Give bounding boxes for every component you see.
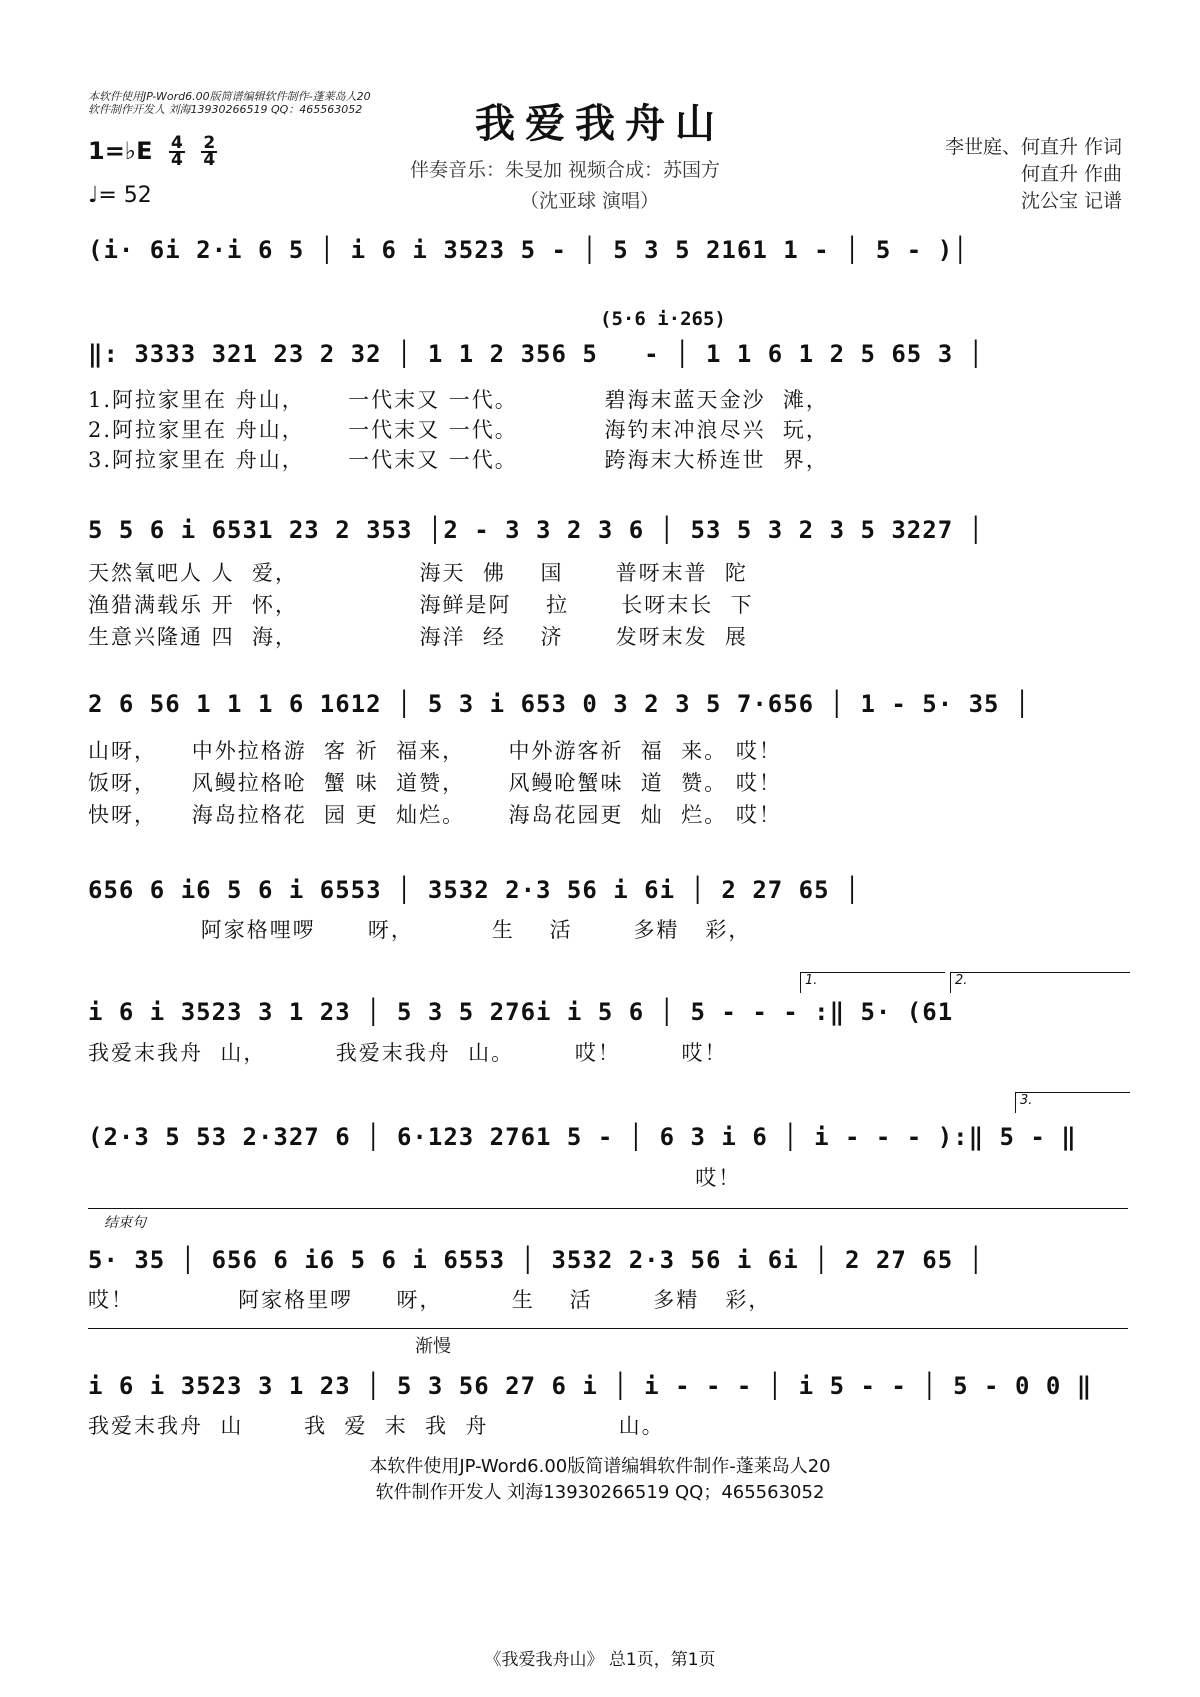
composer: 何直升 作曲 bbox=[1020, 163, 1122, 185]
notation-row-3: 5 5 6 i 6531 23 2 353 │2 - 3 3 2 3 6 │ 53 5 3 2 3 5 3227 │ bbox=[88, 516, 985, 544]
lyric-row-2-verse-1: 1.阿拉家里在 舟山， 一代末又 一代。 碧海末蓝天金沙 滩， bbox=[88, 388, 829, 412]
coda-label: 结束句 bbox=[104, 1215, 146, 1231]
lyric-row-8: 哎！ 阿家格里啰 呀， 生 活 多精 彩， bbox=[88, 1288, 772, 1312]
time-sig-2-num: 2 bbox=[203, 133, 216, 153]
credits-block bbox=[945, 134, 1122, 215]
lyric-row-7: 哎！ bbox=[88, 1166, 742, 1190]
lyric-row-2-verse-3: 3.阿拉家里在 舟山， 一代末又 一代。 跨海末大桥连世 界， bbox=[88, 448, 829, 472]
key-label: 1=♭E bbox=[88, 137, 153, 165]
tempo-mark: ♩= 52 bbox=[88, 183, 152, 208]
footer-line-1: 本软件使用JP-Word6.00版简谱编辑软件制作-蓬莱岛人20 bbox=[369, 1456, 831, 1477]
notation-row-1: (i· 6i 2·i 6 5 │ i 6 i 3523 5 - │ 5 3 5 2161 1 - │ 5 - )│ bbox=[88, 236, 969, 264]
notation-row-8: 5· 35 │ 656 6 i6 5 6 i 6553 │ 3532 2·3 56 i 6i │ 2 27 65 │ bbox=[88, 1246, 985, 1274]
ritardando-mark: 渐慢 bbox=[415, 1336, 451, 1357]
notation-row-7: (2·3 5 53 2·327 6 │ 6·123 2761 5 - │ 6 3 i 6 │ i - - - ):‖ 5 - ‖ bbox=[88, 1123, 1077, 1151]
lyric-row-4-verse-2: 饭呀， 风鳗拉格呛 蟹 味 道赞， 风鳗呛蟹味 道 赞。 哎！ bbox=[88, 771, 782, 795]
coda-line bbox=[88, 1208, 1128, 1209]
lyric-row-4-verse-3: 快呀， 海岛拉格花 园 更 灿烂。 海岛花园更 灿 烂。 哎！ bbox=[88, 803, 782, 827]
coda-line-2 bbox=[88, 1328, 1128, 1329]
song-title: 我爱我舟山 bbox=[475, 101, 725, 147]
time-signature-2 bbox=[201, 133, 217, 170]
time-sig-2-den: 4 bbox=[203, 150, 216, 170]
notation-row-4: 2 6 56 1 1 1 6 1612 │ 5 3 i 653 0 3 2 3 5 7·656 │ 1 - 5· 35 │ bbox=[88, 690, 1031, 718]
watermark-line-2: 软件制作开发人 刘海13930266519 QQ：465563052 bbox=[88, 103, 363, 116]
time-signature-1 bbox=[169, 133, 185, 170]
lyric-row-6: 我爱末我舟 山， 我爱末我舟 山。 哎！ 哎！ bbox=[88, 1041, 728, 1065]
notation-row-5: 656 6 i6 5 6 i 6553 │ 3532 2·3 56 i 6i │ 2 27 65 │ bbox=[88, 876, 861, 904]
ending-2-bracket: 2. bbox=[950, 972, 1130, 993]
page-footer: 《我爱我舟山》 总1页，第1页 bbox=[484, 1650, 716, 1670]
time-sig-1-den: 4 bbox=[170, 150, 183, 170]
singer-credit: （沈亚球 演唱） bbox=[520, 190, 660, 212]
notation-row-2: ‖: 3333 321 23 2 32 │ 1 1 2 356 5 - │ 1 1 6 1 2 5 65 3 │ bbox=[88, 340, 985, 368]
lyric-row-5: 阿家格哩啰 呀， 生 活 多精 彩， bbox=[88, 918, 752, 942]
bracket-notes: (5·6 i·265) bbox=[600, 308, 726, 330]
lyric-row-3-verse-1: 天然氧吧人 人 爱， 海天 佛 国 普呀末普 陀 bbox=[88, 561, 748, 585]
footer-line-2: 软件制作开发人 刘海13930266519 QQ；465563052 bbox=[375, 1482, 825, 1503]
notation-row-6: i 6 i 3523 3 1 23 │ 5 3 5 276i i 5 6 │ 5 - - - :‖ 5· (61 bbox=[88, 998, 954, 1026]
notation-row-9: i 6 i 3523 3 1 23 │ 5 3 56 27 6 i │ i - - - │ i 5 - - │ 5 - 0 0 ‖ bbox=[88, 1372, 1093, 1400]
lyric-row-3-verse-3: 生意兴隆通 四 海， 海洋 经 济 发呀末发 展 bbox=[88, 625, 748, 649]
key-signature bbox=[88, 133, 217, 170]
transcriber: 沈公宝 记谱 bbox=[1020, 190, 1122, 212]
ending-1-bracket: 1. bbox=[800, 972, 945, 993]
watermark-line-1: 本软件使用JP-Word6.00版简谱编辑软件制作-蓬莱岛人20 bbox=[88, 90, 371, 103]
lyric-row-9: 我爱末我舟 山 我 爱 末 我 舟 山。 bbox=[88, 1414, 665, 1438]
time-sig-1-num: 4 bbox=[170, 133, 183, 153]
lyric-row-3-verse-2: 渔猎满载乐 开 怀， 海鲜是阿 拉 长呀末长 下 bbox=[88, 593, 754, 617]
lyric-row-2-verse-2: 2.阿拉家里在 舟山， 一代末又 一代。 海钓末冲浪尽兴 玩， bbox=[88, 418, 829, 442]
lyric-row-4-verse-1: 山呀， 中外拉格游 客 祈 福来， 中外游客祈 福 来。 哎！ bbox=[88, 739, 782, 763]
lyricist: 李世庭、何直升 作词 bbox=[944, 136, 1122, 158]
ending-3-bracket: 3. bbox=[1015, 1092, 1130, 1113]
footer-watermark bbox=[0, 1454, 1200, 1506]
accompaniment-credit: 伴奏音乐：朱旻加 视频合成：苏国方 bbox=[410, 159, 721, 181]
